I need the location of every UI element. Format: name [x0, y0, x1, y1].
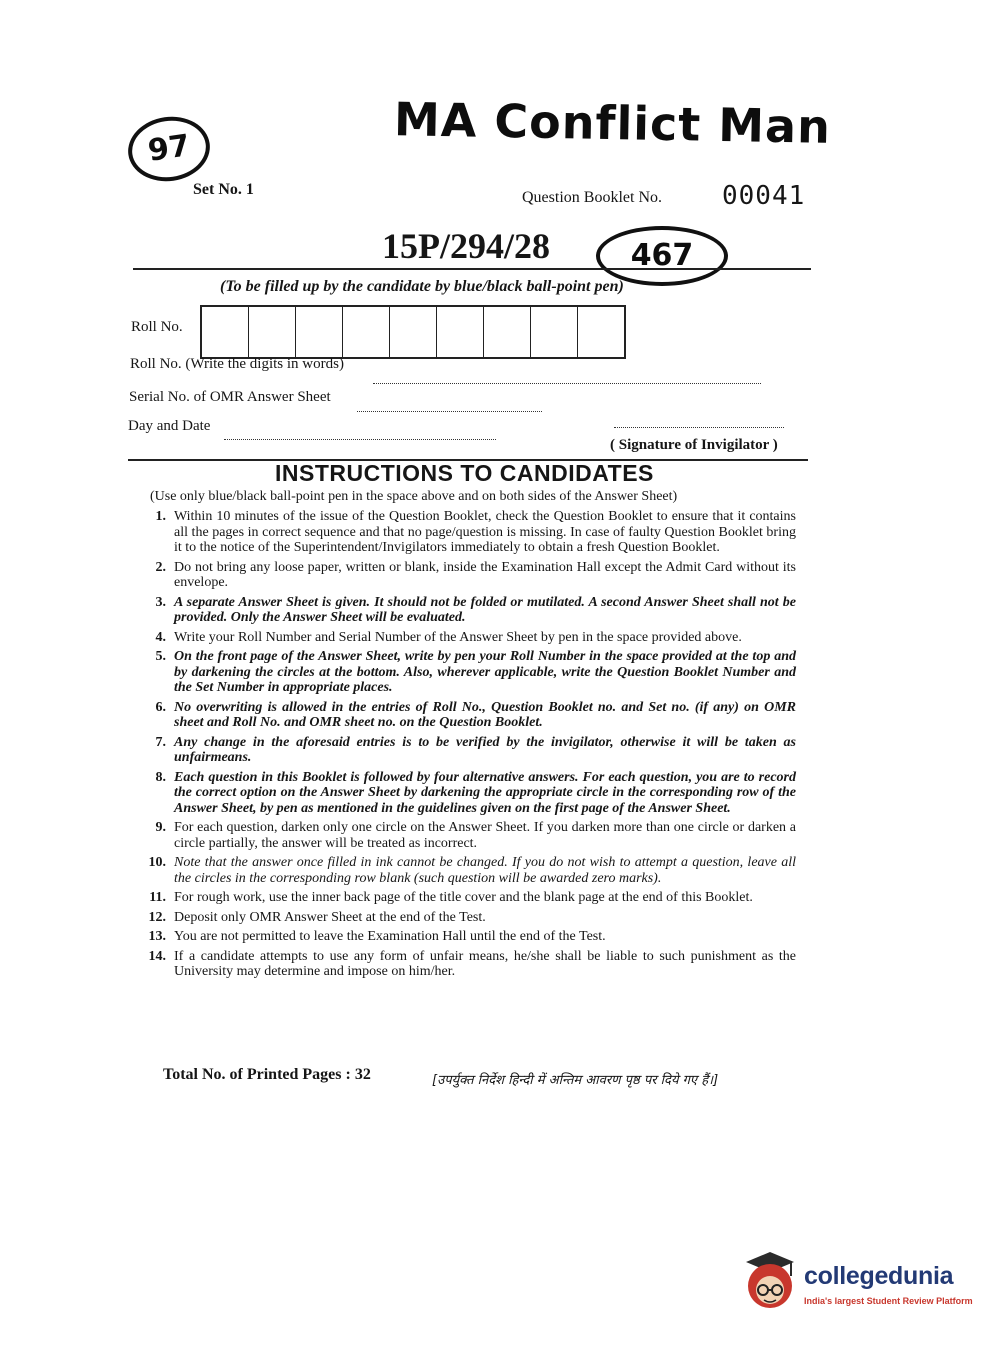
signature-label: ( Signature of Invigilator ) [610, 437, 778, 453]
item-text: A separate Answer Sheet is given. It should not be folded or mutilated. A second Answer Sheet shall not be provided. Only the Answer Sheet will be evaluated. [174, 594, 796, 625]
omr-serial-field[interactable] [357, 397, 542, 412]
roll-digit-box[interactable] [202, 307, 248, 357]
item-text: You are not permitted to leave the Examination Hall until the end of the Test. [174, 929, 606, 944]
item-text: For each question, darken only one circle on the Answer Sheet. If you darken more than one circle or darken a circle partially, the answer will be treated as incorrect. [174, 820, 796, 851]
paper-code: 15P/294/28 [382, 226, 550, 266]
day-date-field[interactable] [224, 425, 496, 440]
roll-digit-box[interactable] [295, 307, 342, 357]
item-text: Within 10 minutes of the issue of the Question Booklet, check the Question Booklet to ensure that it contains all the pages in correct sequence and that no page/question is missing. In case of faulty Question Booklet bring it to the notice of the Superintendent/Invigilators immediately to obtain a fresh Question Booklet. [174, 509, 796, 555]
question-booklet-label: Question Booklet No. [522, 189, 662, 206]
item-number: 7. [155, 734, 166, 750]
list-item [140, 700, 796, 731]
list-item [140, 855, 796, 886]
item-text: Do not bring any loose paper, written or blank, inside the Examination Hall except the Admit Card without its envelope. [174, 559, 796, 590]
item-number: 4. [155, 629, 166, 645]
item-text: Write your Roll Number and Serial Number of the Answer Sheet by pen in the space provided above. [174, 629, 742, 645]
question-booklet-number: 00041 [722, 181, 806, 211]
list-item [140, 929, 796, 945]
item-text: If a candidate attempts to use any form of unfair means, he/she shall be liable to such punishment as the University may determine and impose on him/her. [174, 948, 796, 979]
item-number: 10. [148, 855, 166, 870]
roll-digit-box[interactable] [389, 307, 436, 357]
instructions-list [140, 509, 796, 984]
list-item [140, 890, 796, 906]
item-number: 1. [155, 509, 166, 524]
roll-no-words-label: Roll No. (Write the digits in words) [130, 356, 344, 372]
item-number: 12. [148, 909, 166, 925]
item-number: 11. [149, 890, 166, 905]
roll-digit-box[interactable] [577, 307, 624, 357]
total-pages: Total No. of Printed Pages : 32 [163, 1066, 371, 1083]
list-item [140, 770, 796, 817]
day-date-label: Day and Date [128, 418, 211, 434]
circled-handwritten-number: 97 [124, 112, 214, 187]
item-text: On the front page of the Answer Sheet, write by pen your Roll Number in the space provided at the top and by darkening the circles at the bottom. Also, wherever applicable, write the Question Booklet Number and the Set Number in appropriate places. [174, 649, 796, 695]
list-item [140, 949, 796, 980]
list-item [140, 630, 796, 646]
list-item [140, 820, 796, 851]
item-number: 8. [155, 769, 166, 785]
brand-tagline: India's largest Student Review Platform [804, 1296, 973, 1306]
item-text: Each question in this Booklet is followed by four alternative answers. For each question, you are to record the correct option on the Answer Sheet by darkening the appropriate circle in the corresponding row of the Answer Sheet, by pen as mentioned in the guidelines given on the first page of the Answer Sheet. [174, 769, 796, 816]
handwritten-title: MA Conflict Man [393, 92, 832, 154]
fill-instruction: (To be filled up by the candidate by blue/black ball-point pen) [220, 278, 624, 295]
item-number: 9. [155, 820, 166, 835]
roll-no-boxes[interactable] [200, 305, 626, 359]
item-number: 3. [155, 594, 166, 610]
list-item [140, 649, 796, 696]
top-divider [133, 268, 811, 270]
signature-field[interactable] [614, 413, 784, 428]
item-text: Deposit only OMR Answer Sheet at the end of the Test. [174, 909, 486, 925]
item-number: 14. [148, 948, 166, 964]
roll-digit-box[interactable] [483, 307, 530, 357]
item-number: 6. [155, 699, 166, 715]
list-item [140, 735, 796, 766]
circled-handwritten-code: 467 [596, 226, 728, 286]
item-number: 2. [155, 559, 166, 575]
roll-digit-box[interactable] [342, 307, 389, 357]
list-item [140, 509, 796, 556]
instructions-note: (Use only blue/black ball-point pen in the space above and on both sides of the Answer Sheet) [150, 489, 678, 504]
item-text: No overwriting is allowed in the entries of Roll No., Question Booklet no. and Set no. (if any) on OMR sheet and Roll No. and OMR sheet no. on the Question Booklet. [174, 699, 796, 730]
item-text: Any change in the aforesaid entries is to be verified by the invigilator, otherwise it will be taken as unfairmeans. [174, 734, 796, 765]
item-text: For rough work, use the inner back page of the title cover and the blank page at the end of this Booklet. [174, 890, 753, 905]
roll-digit-box[interactable] [436, 307, 483, 357]
hindi-note: [उपर्युक्त निर्देश हिन्दी में अन्तिम आवरण पृष्ठ पर दिये गए हैं।] [432, 1073, 719, 1088]
list-item [140, 560, 796, 591]
list-item [140, 595, 796, 626]
set-number: Set No. 1 [193, 181, 254, 198]
omr-serial-label: Serial No. of OMR Answer Sheet [129, 389, 331, 405]
item-number: 5. [155, 649, 166, 664]
list-item [140, 910, 796, 926]
roll-digit-box[interactable] [248, 307, 295, 357]
item-number: 13. [148, 929, 166, 944]
brand-name: collegedunia [804, 1262, 954, 1290]
item-text: Note that the answer once filled in ink cannot be changed. If you do not wish to attempt a question, leave all the circles in the corresponding row blank (such question will be awarded zero marks). [174, 855, 796, 886]
instructions-heading: INSTRUCTIONS TO CANDIDATES [275, 460, 654, 486]
roll-no-label: Roll No. [131, 319, 183, 335]
roll-digit-box[interactable] [530, 307, 577, 357]
roll-no-words-field[interactable] [373, 369, 761, 384]
